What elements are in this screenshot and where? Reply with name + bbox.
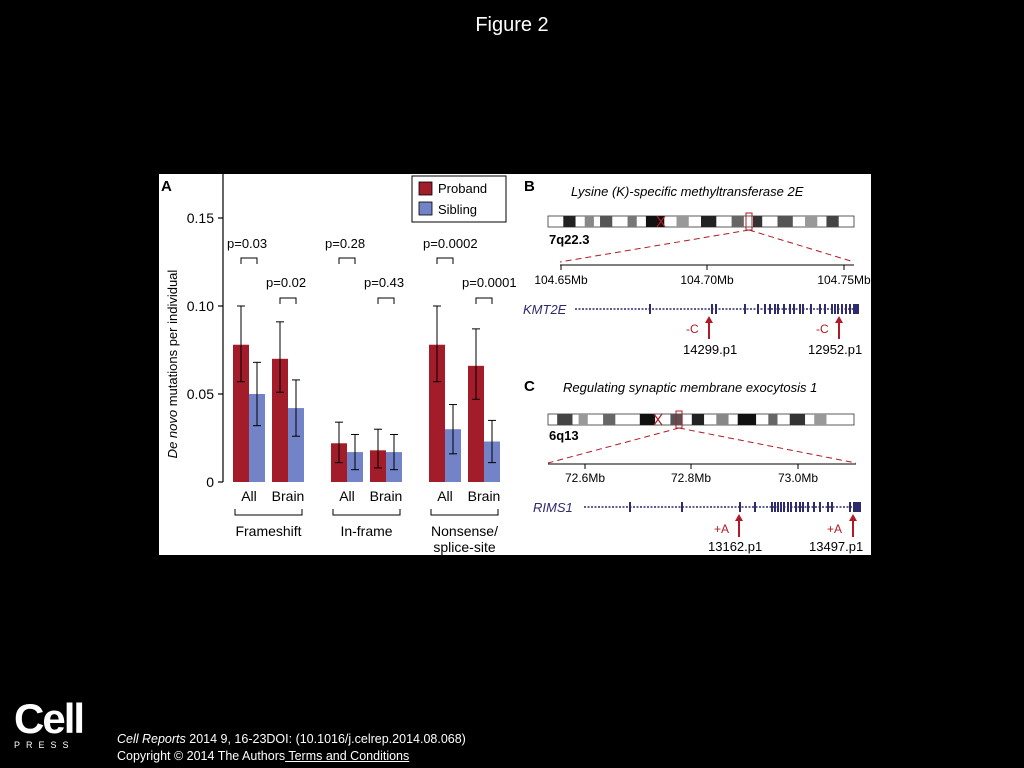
exon <box>769 304 771 314</box>
exon <box>841 304 843 314</box>
exon <box>831 304 833 314</box>
exon <box>754 502 756 512</box>
category-label: All <box>241 488 257 504</box>
mutation-arrowhead <box>835 316 843 323</box>
legend <box>412 176 506 222</box>
exon <box>813 502 815 512</box>
group-label: Frameshift <box>235 523 302 539</box>
p-value-label: p=0.43 <box>364 275 405 290</box>
exon <box>715 304 717 314</box>
legend-label-proband: Proband <box>438 181 488 196</box>
cell-press-logo <box>14 695 86 750</box>
exon <box>777 502 779 512</box>
p-value-bracket <box>241 258 257 264</box>
ideogram-band <box>716 414 728 425</box>
exon <box>799 304 801 314</box>
y-axis <box>187 174 223 490</box>
ideogram-band <box>738 414 756 425</box>
exon <box>802 502 804 512</box>
panel-c-scale-label-1: 72.6Mb <box>564 471 606 485</box>
citation-line-1 <box>117 731 466 748</box>
exon <box>744 304 746 314</box>
category-label: Brain <box>467 488 501 504</box>
exon <box>780 502 782 512</box>
panel-b-gene-name: KMT2E <box>523 302 567 317</box>
group-label: splice-site <box>433 539 496 555</box>
chromosome-7-ideogram <box>548 213 854 262</box>
panel-a-bar-chart <box>161 174 517 555</box>
ideogram-band <box>778 216 793 227</box>
ideogram-band <box>677 216 689 227</box>
citation-details: 2014 9, 16-23DOI: (10.1016/j.celrep.2014.08.068) <box>185 732 466 746</box>
p-value-bracket <box>437 258 453 264</box>
exon <box>819 502 821 512</box>
exon <box>739 502 741 512</box>
panel-a-label: A <box>161 178 172 195</box>
exon-terminal <box>853 304 859 314</box>
panel-c-scale <box>548 464 856 469</box>
exon <box>834 304 836 314</box>
exon <box>757 304 759 314</box>
exon <box>789 304 791 314</box>
p-value-bracket <box>476 298 492 304</box>
panel-b-kmt2e <box>523 178 871 357</box>
exon <box>819 304 821 314</box>
p-value-bracket <box>280 298 296 304</box>
group-bracket <box>333 509 400 515</box>
mutation-arrowhead <box>735 514 743 521</box>
ideogram-band <box>701 216 716 227</box>
exon <box>810 304 812 314</box>
ideogram-band <box>557 414 572 425</box>
panel-c-gene-name: RIMS1 <box>533 500 573 515</box>
exon <box>681 502 683 512</box>
slide-title: Figure 2 <box>475 14 549 36</box>
citation-line-2 <box>117 748 466 765</box>
p-value-bracket <box>378 298 394 304</box>
ideogram-band <box>640 414 655 425</box>
exon <box>831 502 833 512</box>
y-tick-label: 0 <box>206 474 214 490</box>
ideogram-band <box>768 414 777 425</box>
exon <box>849 304 851 314</box>
p-value-bracket <box>339 258 355 264</box>
panel-b-scale-label-3: 104.75Mb <box>817 273 871 287</box>
terms-and-conditions-link[interactable]: Terms and Conditions <box>285 749 410 763</box>
zoom-line-right <box>679 428 856 463</box>
ideogram-band <box>600 216 612 227</box>
panel-c-mutation-2-sample: 13497.p1 <box>809 539 864 554</box>
figure-panel <box>159 174 871 555</box>
panel-c-scale-label-2: 72.8Mb <box>670 471 712 485</box>
y-tick-label: 0.15 <box>186 210 214 226</box>
citation-journal: Cell Reports <box>117 732 186 746</box>
y-tick-label: 0.05 <box>186 386 214 402</box>
y-tick-label: 0.10 <box>186 298 214 314</box>
panel-c-mutation-2-change: +A <box>827 522 843 536</box>
exon <box>764 304 766 314</box>
exon <box>799 502 801 512</box>
ideogram-band <box>670 414 682 425</box>
exon <box>771 502 773 512</box>
panel-b-label: B <box>524 178 535 195</box>
ideogram-band <box>826 216 838 227</box>
group-label: In-frame <box>340 523 393 539</box>
panel-b-mutation-1-change: -C <box>686 322 699 336</box>
category-label: Brain <box>369 488 403 504</box>
exon <box>837 304 839 314</box>
ideogram-band <box>579 414 588 425</box>
ideogram-band <box>790 414 805 425</box>
panel-b-scale-label-1: 104.65Mb <box>534 273 588 287</box>
ideogram-band <box>805 216 817 227</box>
exon <box>827 502 829 512</box>
ideogram-band <box>732 216 744 227</box>
category-label: All <box>339 488 355 504</box>
exon <box>853 502 855 512</box>
panel-c-rims1 <box>524 378 863 554</box>
p-value-label: p=0.28 <box>325 236 366 251</box>
exon <box>711 304 713 314</box>
bars <box>227 236 517 555</box>
exon <box>774 304 776 314</box>
panel-b-mutation-2-sample: 12952.p1 <box>808 342 863 357</box>
exon <box>795 502 797 512</box>
exon <box>793 304 795 314</box>
legend-swatch-proband <box>419 182 432 195</box>
panel-c-title: Regulating synaptic membrane exocytosis 1 <box>563 380 818 395</box>
exon <box>845 304 847 314</box>
panel-c-label: C <box>524 378 535 395</box>
y-axis-label-italic: De novo <box>165 409 180 459</box>
group-bracket <box>431 509 498 515</box>
panel-b-title: Lysine (K)-specific methyltransferase 2E <box>571 184 804 199</box>
ideogram-band <box>603 414 615 425</box>
panel-c-mutation-1-sample: 13162.p1 <box>708 539 763 554</box>
exon <box>849 502 851 512</box>
p-value-label: p=0.0001 <box>462 275 517 290</box>
panel-b-mutation-2-change: -C <box>816 322 829 336</box>
ideogram-band <box>753 216 762 227</box>
legend-label-sibling: Sibling <box>438 202 478 217</box>
exon <box>774 502 776 512</box>
group-label: Nonsense/ <box>431 523 498 539</box>
group-bracket <box>235 509 302 515</box>
category-label: Brain <box>271 488 305 504</box>
category-label: All <box>437 488 453 504</box>
exon <box>783 304 785 314</box>
p-value-label: p=0.02 <box>266 275 307 290</box>
panel-c-mutation-1-change: +A <box>714 522 730 536</box>
logo-sub-text: PRESS <box>14 740 75 750</box>
ideogram-band <box>814 414 826 425</box>
exon <box>629 502 631 512</box>
exon <box>802 304 804 314</box>
legend-swatch-sibling <box>419 202 432 215</box>
panel-b-scale-label-2: 104.70Mb <box>680 273 734 287</box>
panel-c-scale-label-3: 73.0Mb <box>777 471 819 485</box>
p-value-label: p=0.03 <box>227 236 268 251</box>
citation-copyright: Copyright © 2014 The Authors <box>117 749 286 763</box>
zoom-line-right <box>749 230 854 262</box>
panel-b-band: 7q22.3 <box>549 232 590 247</box>
chromosome-6-ideogram <box>548 411 856 463</box>
exon <box>790 502 792 512</box>
mutation-arrowhead <box>849 514 857 521</box>
panel-b-mutation-1-sample: 14299.p1 <box>683 342 738 357</box>
exon <box>649 304 651 314</box>
panel-b-scale <box>560 265 854 270</box>
y-axis-label-rest: mutations per individual <box>165 269 180 410</box>
citation <box>117 731 466 765</box>
mutation-arrowhead <box>705 316 713 323</box>
exon <box>787 502 789 512</box>
ideogram-band <box>692 414 704 425</box>
exon-terminal <box>855 502 861 512</box>
ideogram-band <box>585 216 594 227</box>
panel-c-band: 6q13 <box>549 428 579 443</box>
exon <box>824 304 826 314</box>
figure-svg <box>159 174 871 555</box>
p-value-label: p=0.0002 <box>423 236 478 251</box>
ideogram-band <box>628 216 637 227</box>
exon <box>807 502 809 512</box>
y-axis-label <box>165 270 180 459</box>
logo-main-text: Cell <box>14 695 84 742</box>
exon <box>783 502 785 512</box>
exon <box>777 304 779 314</box>
ideogram-band <box>563 216 575 227</box>
